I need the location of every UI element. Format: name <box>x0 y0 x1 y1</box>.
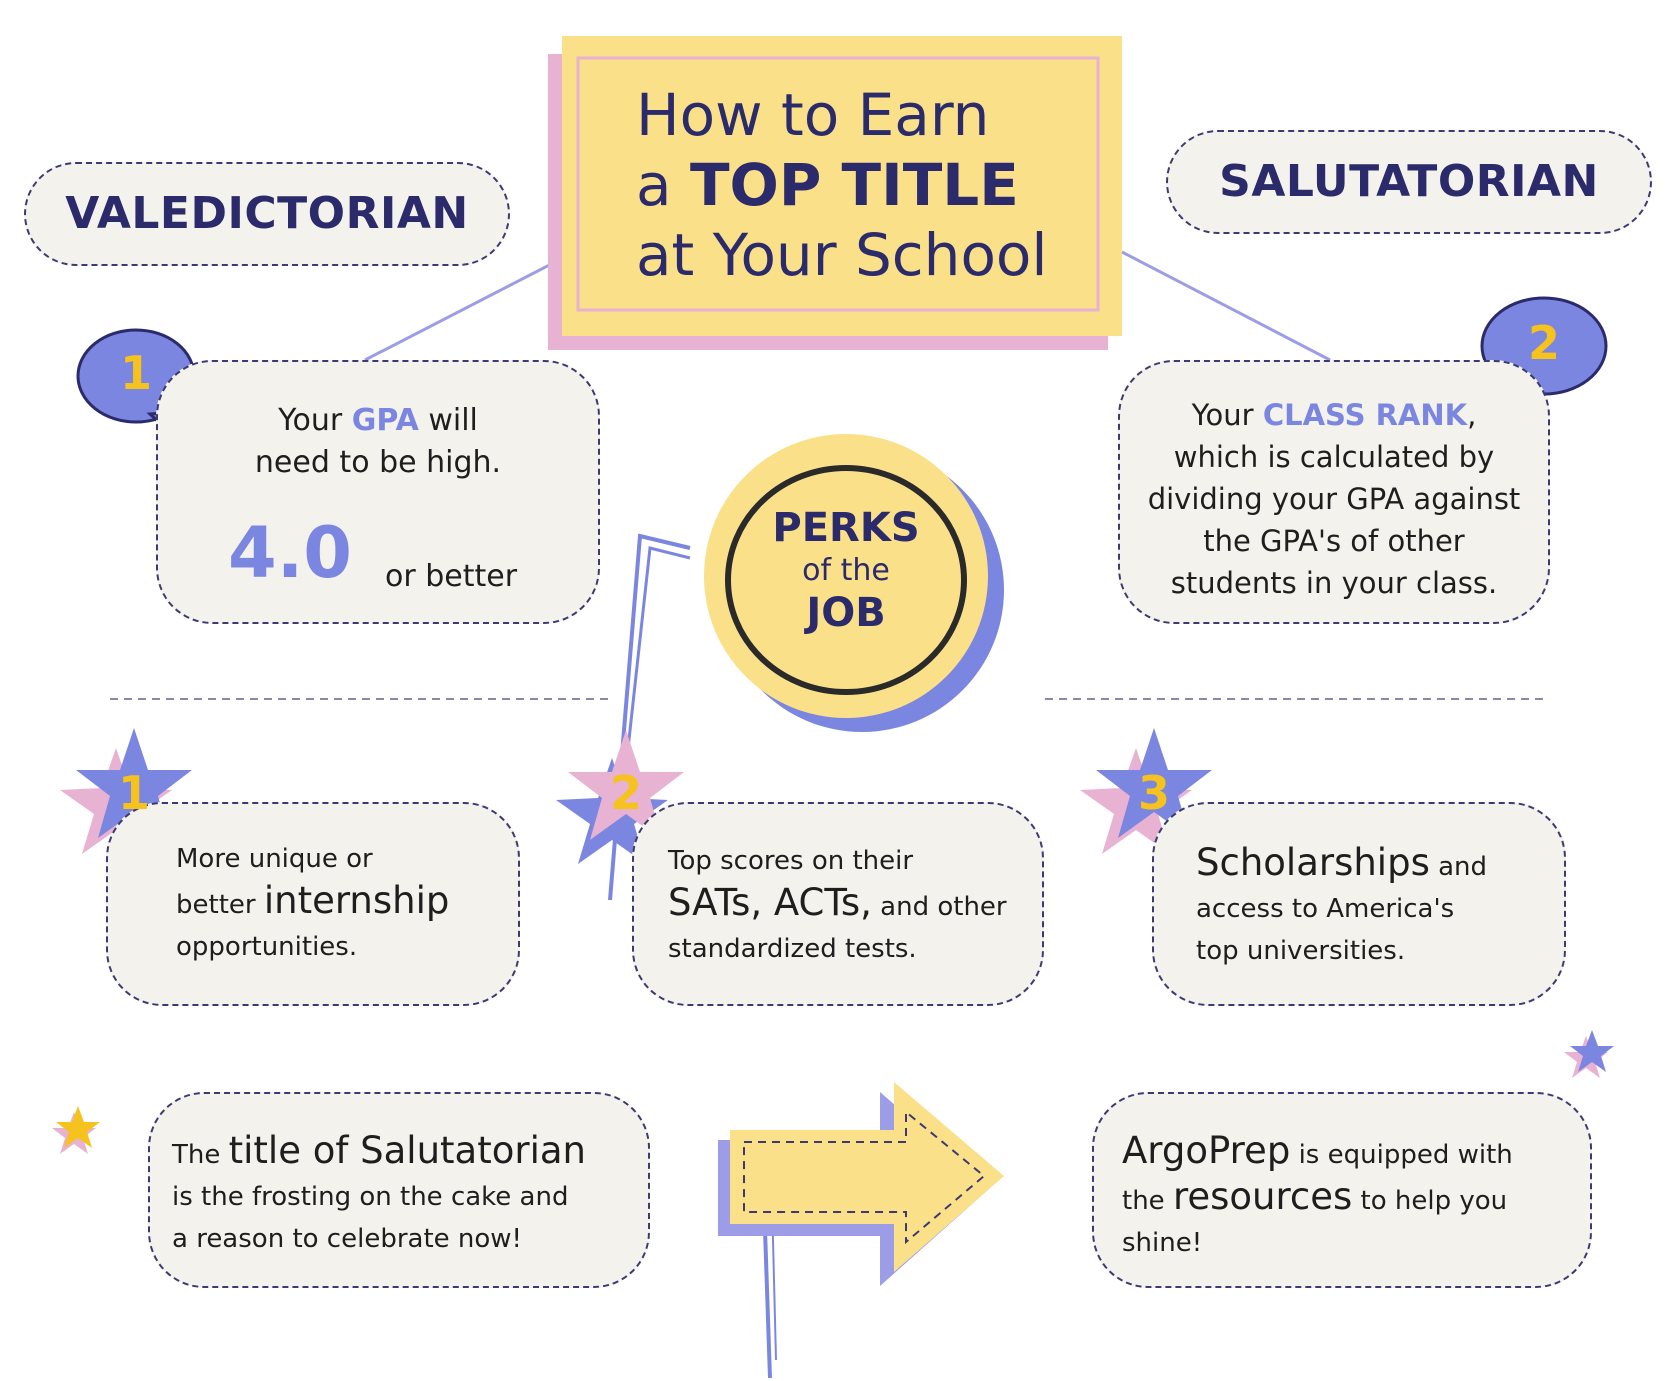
bottom-left-highlight: title of Salutatorian <box>228 1129 586 1172</box>
valedictorian-label: VALEDICTORIAN <box>65 188 469 239</box>
title-top-title: TOP TITLE <box>689 151 1019 219</box>
perk-1-highlight: internship <box>263 879 450 922</box>
salutatorian-text-line-2: which is calculated by <box>1173 440 1495 474</box>
salutatorian-label: SALUTATORIAN <box>1219 156 1599 207</box>
title-line-3: at Your School <box>636 221 1048 289</box>
salutatorian-text-post: , <box>1467 398 1477 432</box>
page-title <box>636 80 1048 290</box>
arrow-sign <box>718 1082 1004 1378</box>
class-rank-highlight: CLASS RANK <box>1262 398 1468 432</box>
salutatorian-text <box>1118 394 1550 604</box>
valedictorian-badge: 1 <box>119 346 152 400</box>
perk-3-line-1-post: and <box>1429 852 1488 882</box>
bottom-right-line-2-post: to help you <box>1352 1186 1508 1216</box>
salutatorian-text-pre: Your <box>1191 398 1263 432</box>
bottom-left-text <box>172 1130 586 1260</box>
gpa-value: 4.0 <box>228 512 353 594</box>
bottom-right-line-1-post: is equipped with <box>1290 1140 1513 1170</box>
bottom-left-line-1 <box>172 1130 586 1176</box>
connector-line-left <box>365 258 563 360</box>
salutatorian-badge: 2 <box>1527 316 1560 370</box>
perk-2-line-2-post: and other <box>871 892 1007 922</box>
bottom-right-line-3: shine! <box>1122 1228 1203 1258</box>
perk-number-3: 3 <box>1137 766 1170 820</box>
perk-2-line-3: standardized tests. <box>668 934 917 964</box>
perk-number-2: 2 <box>609 766 642 820</box>
perk-text-3 <box>1196 842 1487 972</box>
bottom-right-line-1 <box>1122 1130 1513 1176</box>
perk-2-line-1: Top scores on their <box>668 846 914 876</box>
title-line-2-pre: a <box>636 151 690 219</box>
title-line-2 <box>636 150 1048 220</box>
salutatorian-text-line-3: dividing your GPA against <box>1147 482 1521 516</box>
bottom-right-line-2-pre: the <box>1122 1186 1173 1216</box>
salutatorian-text-line-4: the GPA's of other <box>1203 524 1465 558</box>
perk-1-line-1: More unique or <box>176 844 373 874</box>
title-line-1: How to Earn <box>636 81 990 149</box>
connector-line-right <box>1122 252 1330 360</box>
perks-label <box>726 504 966 636</box>
valedictorian-text-post: will <box>418 403 478 438</box>
bottom-right-highlight-2: resources <box>1172 1175 1353 1218</box>
perk-3-highlight: Scholarships <box>1196 841 1430 884</box>
salutatorian-text-line-5: students in your class. <box>1170 566 1498 600</box>
bottom-left-line-1-pre: The <box>172 1140 229 1170</box>
bottom-right-line-2 <box>1122 1176 1513 1222</box>
perks-line-3: JOB <box>806 590 886 636</box>
valedictorian-text-line-1 <box>156 400 600 442</box>
valedictorian-text <box>156 400 600 484</box>
perk-2-line-2 <box>668 882 1007 928</box>
bottom-left-line-2: is the frosting on the cake and <box>172 1182 569 1212</box>
perk-3-line-2: access to America's <box>1196 894 1455 924</box>
valedictorian-text-line-2: need to be high. <box>254 445 502 480</box>
perks-line-1: PERKS <box>772 505 920 551</box>
perk-2-highlight: SATs, ACTs, <box>668 881 872 924</box>
perk-1-line-2-pre: better <box>176 890 264 920</box>
salutatorian-text-line-1 <box>1118 394 1550 436</box>
bottom-right-highlight-1: ArgoPrep <box>1122 1129 1291 1172</box>
perk-1-line-3: opportunities. <box>176 932 358 962</box>
gpa-suffix: or better <box>385 559 518 594</box>
valedictorian-text-pre: Your <box>278 403 352 438</box>
bottom-left-line-3: a reason to celebrate now! <box>172 1224 522 1254</box>
perks-line-2: of the <box>802 553 890 588</box>
gpa-highlight: GPA <box>351 403 419 438</box>
perk-number-1: 1 <box>117 766 150 820</box>
perk-1-line-2 <box>176 880 449 926</box>
bottom-right-text <box>1122 1130 1513 1264</box>
perk-3-line-3: top universities. <box>1196 936 1406 966</box>
perk-text-1 <box>176 838 449 968</box>
perk-3-line-1 <box>1196 842 1487 888</box>
perk-text-2 <box>668 840 1007 970</box>
